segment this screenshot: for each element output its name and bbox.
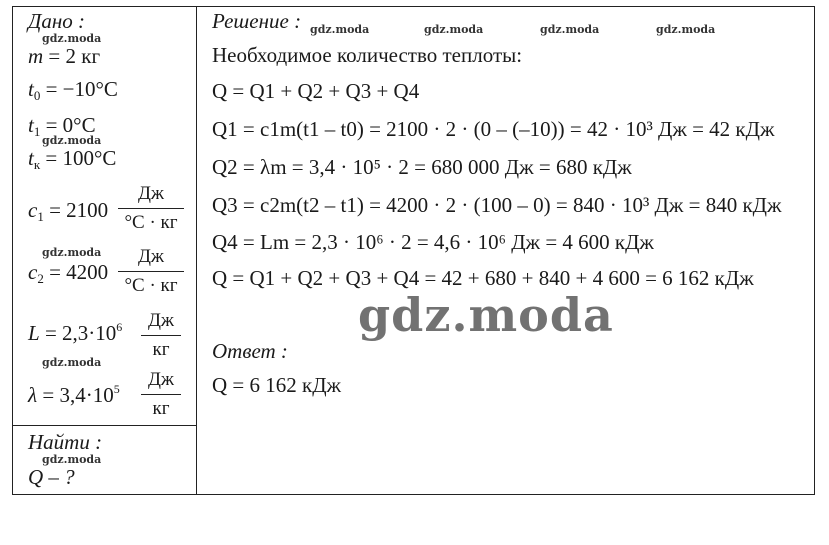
watermark-small: gdz.moda <box>42 246 102 259</box>
watermark-small: gdz.moda <box>310 23 370 36</box>
given-c2-unit: Дж °C · кг <box>118 246 184 297</box>
given-title: Дано : <box>28 9 86 33</box>
watermark-small: gdz.moda <box>42 453 102 466</box>
find-item: Q – ? <box>28 465 75 489</box>
watermark-small: gdz.moda <box>656 23 716 36</box>
given-c1-unit: Дж °C · кг <box>118 183 184 234</box>
given-mass: m = 2 кг <box>28 44 101 68</box>
watermark-small: gdz.moda <box>540 23 600 36</box>
given-c1: $c_1 = 2100$ <box>28 198 109 224</box>
answer-value: Q = 6 162 кДж <box>212 373 342 397</box>
given-t0: $t_0 = -10^\circ C$ <box>28 77 118 103</box>
given-L-unit: Дж кг <box>141 310 181 361</box>
given-lambda: $\lambda = 3,4\cdot 10^5$ <box>28 382 120 407</box>
watermark-small: gdz.moda <box>424 23 484 36</box>
given-tk: $t_к = 100^\circ C$ <box>28 146 117 172</box>
solution-intro: Необходимое количество теплоты: <box>212 43 523 67</box>
given-t1: $t_1 = 0^\circ C$ <box>28 113 96 139</box>
solution-line: Q = Q1 + Q2 + Q3 + Q4 <box>212 79 420 103</box>
watermark-small: gdz.moda <box>42 32 102 45</box>
column-divider <box>196 6 197 495</box>
solution-line: Q4 = Lm = 2,3 · 10⁶ · 2 = 4,6 · 10⁶ Дж = 4 600 кДж <box>212 230 654 254</box>
given-find-divider <box>12 425 197 426</box>
solution-title: Решение : <box>212 9 302 33</box>
solution-line: Q = Q1 + Q2 + Q3 + Q4 = 42 + 680 + 840 + 4 600 = 6 162 кДж <box>212 266 754 290</box>
solution-line: Q2 = λm = 3,4 · 10⁵ · 2 = 680 000 Дж = 680 кДж <box>212 155 632 179</box>
solution-line: Q1 = c1m(t1 – t0) = 2100 · 2 · (0 – (–10)) = 42 · 10³ Дж = 42 кДж <box>212 117 775 141</box>
solution-line: Q3 = c2m(t2 – t1) = 4200 · 2 · (100 – 0) = 840 · 10³ Дж = 840 кДж <box>212 193 782 217</box>
given-L: $L = 2,3\cdot 10^6$ <box>28 320 123 345</box>
watermark-large: gdz.moda <box>358 288 614 342</box>
given-lambda-unit: Дж кг <box>141 369 181 420</box>
find-title: Найти : <box>28 430 103 454</box>
given-c2: $c_2 = 4200$ <box>28 260 109 286</box>
watermark-small: gdz.moda <box>42 356 102 369</box>
answer-title: Ответ : <box>212 339 288 363</box>
watermark-small: gdz.moda <box>42 134 102 147</box>
